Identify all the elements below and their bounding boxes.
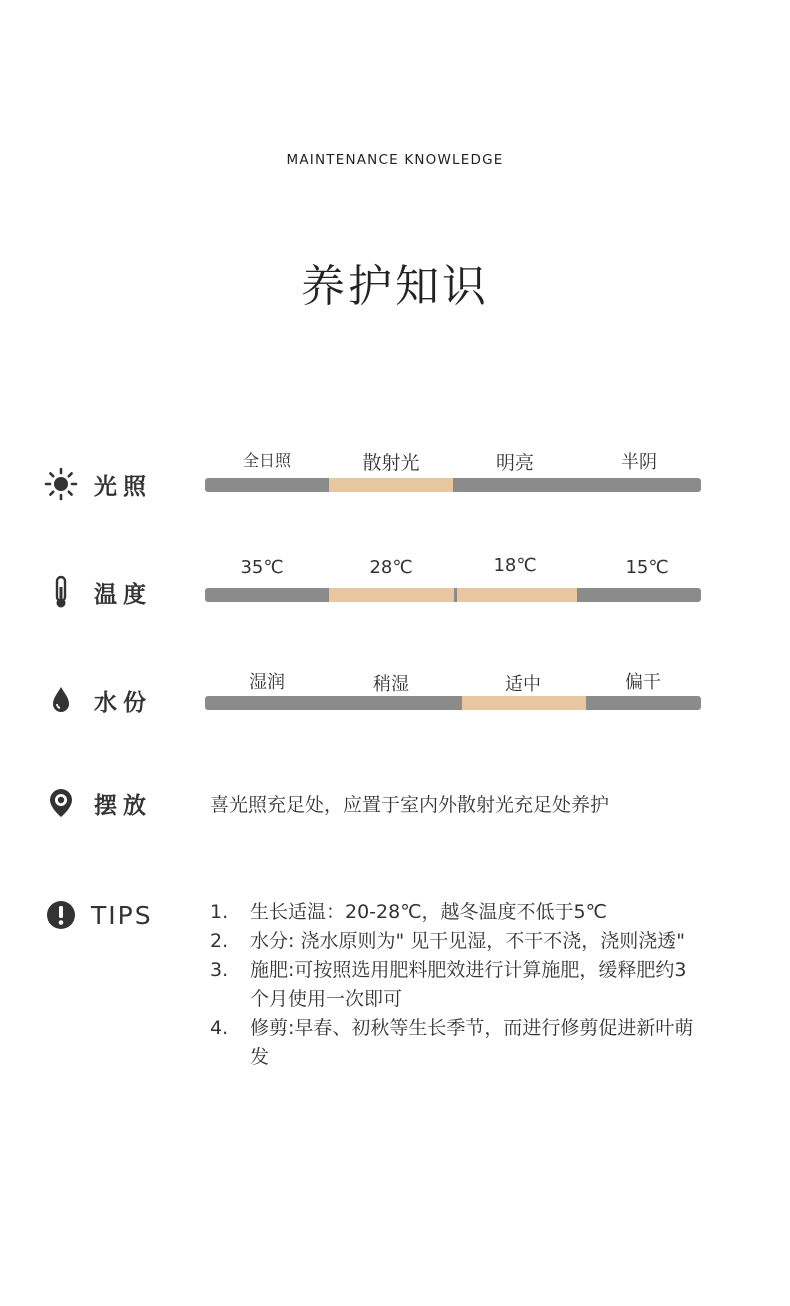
temperature-bar	[205, 588, 701, 602]
water-option: 湿润	[249, 672, 285, 693]
tip-item	[210, 956, 705, 1014]
placement-label: 摆放	[94, 792, 152, 819]
tip-number: 1.	[210, 901, 229, 923]
bar-segment-highlight	[453, 588, 577, 602]
bar-segment	[205, 588, 329, 602]
water-scale	[205, 668, 701, 695]
temperature-row-label	[44, 572, 152, 612]
water-option: 稍湿	[373, 674, 409, 695]
bar-segment	[586, 696, 701, 710]
bar-segment	[577, 478, 701, 492]
light-scale	[205, 448, 701, 472]
temperature-option: 28℃	[369, 557, 413, 578]
water-drop-icon	[44, 683, 78, 717]
light-option: 全日照	[242, 451, 291, 470]
eyebrow-text: MAINTENANCE KNOWLEDGE	[286, 152, 504, 168]
temperature-option: 15℃	[625, 557, 669, 578]
tip-text: 水分: 浇水原则为" 见干见湿，不干不浇，浇则浇透"	[250, 930, 685, 952]
bar-segment	[453, 478, 577, 492]
tips-row-label	[44, 895, 153, 935]
tip-text: 施肥:可按照选用肥料肥效进行计算施肥，缓释肥约3个月使用一次即可	[250, 959, 687, 1010]
bar-segment	[205, 696, 462, 710]
tip-number: 2.	[210, 930, 229, 952]
page-title: 养护知识	[301, 261, 489, 312]
bar-divider	[454, 588, 457, 602]
temperature-scale	[205, 557, 701, 581]
tips-list	[210, 898, 705, 1072]
tip-item	[210, 927, 705, 956]
water-bar	[205, 696, 701, 710]
water-option: 偏干	[625, 672, 661, 693]
water-row-label	[44, 680, 152, 720]
light-bar	[205, 478, 701, 492]
tip-item	[210, 898, 705, 927]
tip-text: 生长适温：20-28℃，越冬温度不低于5℃	[250, 901, 607, 923]
placement-text: 喜光照充足处，应置于室内外散射光充足处养护	[210, 794, 610, 816]
bar-segment-highlight	[329, 478, 453, 492]
tip-number: 3.	[210, 959, 229, 981]
thermometer-icon	[44, 575, 78, 609]
light-label: 光照	[94, 473, 152, 500]
bar-segment	[577, 588, 701, 602]
temperature-option: 35℃	[240, 557, 284, 578]
light-row-label	[44, 464, 152, 504]
tip-text: 修剪:早春、初秋等生长季节，而进行修剪促进新叶萌发	[250, 1017, 694, 1068]
bar-segment-highlight	[462, 696, 586, 710]
tip-item	[210, 1014, 705, 1072]
bar-segment	[205, 478, 329, 492]
sun-icon	[44, 467, 78, 501]
water-label: 水份	[94, 689, 152, 716]
light-option: 半阴	[621, 452, 657, 473]
temperature-option: 18℃	[493, 555, 537, 576]
exclamation-icon	[44, 898, 78, 932]
placement-row-label	[44, 783, 152, 823]
tip-number: 4.	[210, 1017, 229, 1039]
light-option: 明亮	[495, 452, 534, 474]
bar-segment-highlight	[329, 588, 453, 602]
light-option: 散射光	[362, 452, 420, 474]
location-pin-icon	[44, 786, 78, 820]
water-option: 适中	[505, 674, 541, 695]
tips-label: TIPS	[91, 900, 153, 930]
temperature-label: 温度	[94, 581, 152, 608]
